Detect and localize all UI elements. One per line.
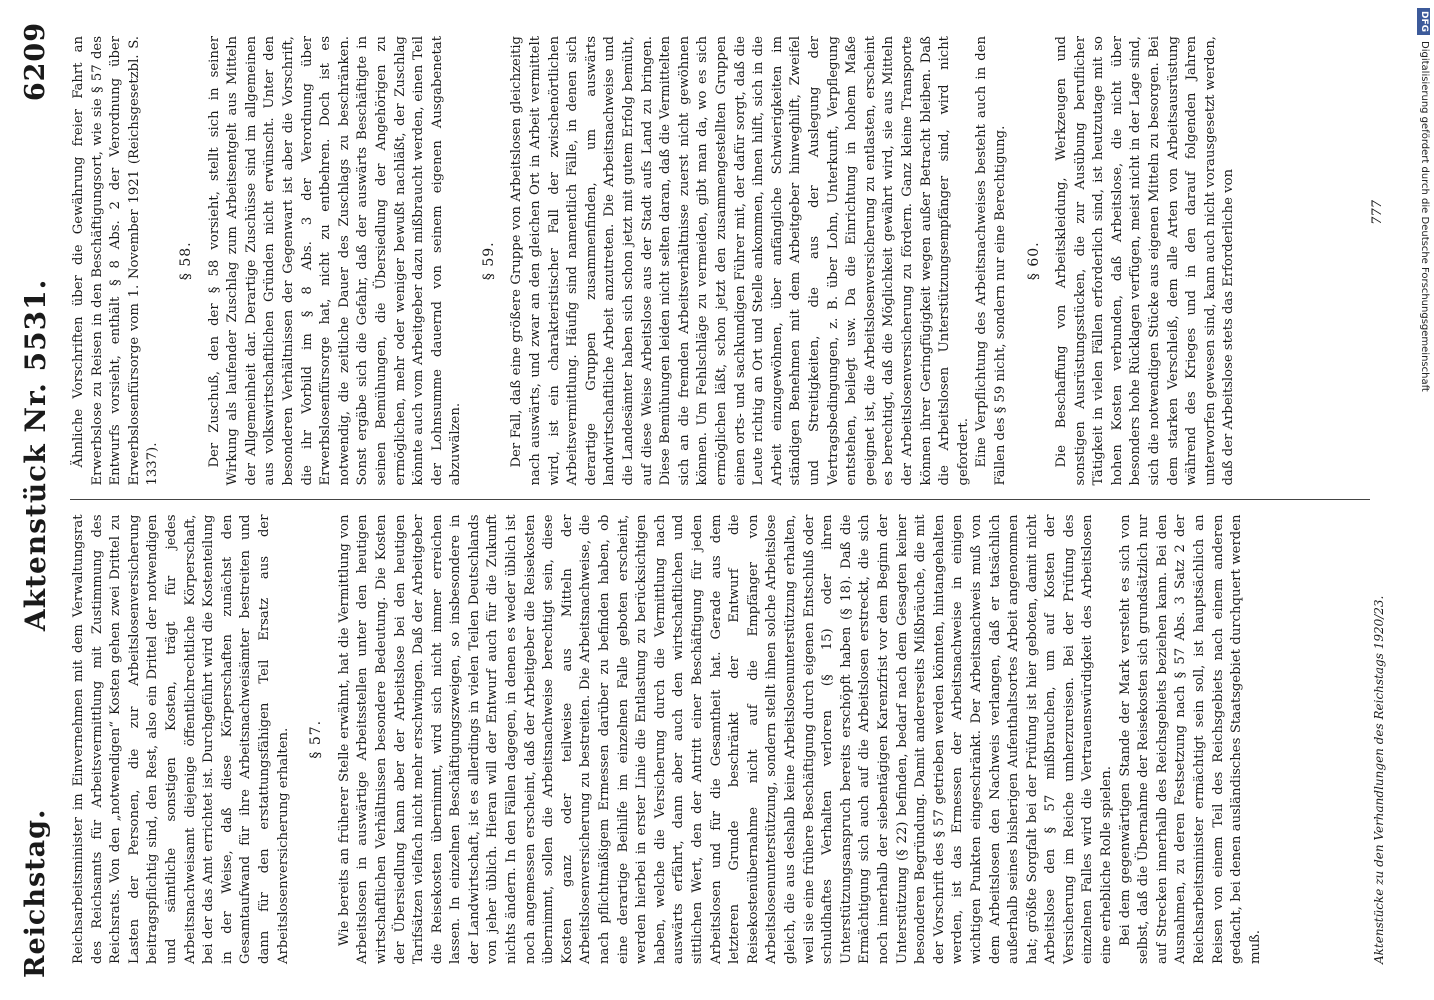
section-heading-58: § 58. [177,241,194,281]
paragraph: Wie bereits an früherer Stelle erwähnt, hat die Vermittlung von Arbeitslosen in auswärtige Arbeitsstellen unter den heutigen wirtschaftlichen Verhältnissen besondere Bedeutung. Die Kosten der Übersiedlung kann aber der Arbeitslose bei den heutigen Tarifsätzen vielfach nicht mehr erschwingen. Daß der Arbeitgeber die Reisekosten übernimmt, wird sich nicht immer erreichen lassen. In einzelnen Beschäftigungszweigen, so insbesondere in der Landwirtschaft, ist es allerdings in vielen Teilen Deutschlands von jeher üblich. Hieran will der Entwurf auch für die Zukunft nichts ändern. In den Fällen dagegen, in denen es weder üblich ist noch angemessen erscheint, daß der Arbeitgeber die Reisekosten übernimmt, sollen die Arbeitsnachweise berechtigt sein, diese Kosten ganz oder teilweise aus Mitteln der Arbeitslosenversicherung zu bestreiten. Die Arbeitsnachweise, die nach pflichtmäßigem Ermessen darüber zu befinden haben, ob eine derartige Beihilfe im einzelnen Falle geboten erscheint, werden hierbei in erster Linie die Entlastung zu berücksichtigen haben, welche die Versicherung durch die Vermittlung nach auswärts erfährt, dann aber auch den wirtschaftlichen und sittlichen Wert, den der Antritt einer Beschäftigung für jeden Arbeitslosen und für die Gesamtheit hat. Gerade aus dem letzteren Grunde beschränkt der Entwurf die Reisekostenübernahme nicht auf die Empfänger von Arbeitslosenunterstützung, sondern stellt ihnen solche Arbeitslose gleich, die aus deshalb keine Arbeitslosenunterstützung erhalten, weil sie eine frühere Beschäftigung durch eigenen Entschluß oder schuldhaftes Verhalten verloren (§ 15) oder ihren Unterstützungsanspruch bereits erschöpft haben (§ 18). Daß die Ermächtigung sich auch auf die Arbeitslosen erstreckt, die sich noch innerhalb der siebentägigen Karenzfrist vor dem Beginn der Unterstützung (§ 22) befinden, bedarf nach dem Gesagten keiner besonderen Begründung. Damit andererseits Mißbräuche, die mit der Vorschrift des § 57 getrieben werden könnten, hintangehalten werden, ist das Ermessen der Arbeitsnachweise in einigen wichtigen Punkten eingeschränkt. Der Arbeitsnachweis muß von dem Arbeitslosen den Nachweis verlangen, daß er tatsächlich außerhalb seines bisherigen Aufenthaltsortes Arbeit angenommen hat; größte Sorgfalt bei der Prüfung ist hier geboten, damit nicht Arbeitslose den § 57 mißbrauchen, um auf Kosten der Versicherung im Reiche umherzureisen. Bei der Prüfung des einzelnen Falles wird die Vertrauenswürdigkeit des Arbeitslosen eine erhebliche Rolle spielen. [336,514,1115,964]
dfg-logo: DFG [1418,8,1431,35]
text-columns [70,22,1370,978]
page-footer: Aktenstücke zu den Verhandlungen des Reichstags 1920/23. [1372,595,1386,964]
section-heading-57: § 57. [308,719,325,759]
bottom-page-number: 777 [1370,200,1385,225]
header-document-number: Aktenstück Nr. 5531. [18,278,52,632]
header-page-number: 6209 [19,22,51,102]
paragraph: Bei dem gegenwärtigen Stande der Mark versteht es sich von selbst, daß die Übernahme der Reisekosten sich grundsätzlich nur auf Strecken innerhalb des Reichsgebiets beziehen kann. Bei den Ausnahmen, zu deren Festsetzung nach § 57 Abs. 3 Satz 2 der Reichsarbeitsminister ermächtigt sein soll, ist hauptsächlich an Reisen von einem Teil des Reichsgebiets nach einem anderen gedacht, bei denen ausländisches Staatsgebiet durchquert werden muß. [1117,514,1263,964]
column-left [70,501,1370,979]
column-divider [70,500,1370,501]
page-header [10,22,60,978]
header-reichstag: Reichstag. [19,808,51,978]
digitization-credit-text-wrap [1416,8,1432,992]
section-heading-59: § 59. [480,241,497,281]
digitization-credit [1418,8,1434,992]
section-heading-60: § 60. [1025,241,1042,281]
paragraph: Der Zuschuß, den der § 58 vorsieht, stellt sich in seiner Wirkung als laufender Zuschlag zum Arbeitsentgelt aus Mitteln der Allgemeinheit dar. Derartige Zuschüsse sind im allgemeinen aus volkswirtschaftlichen Gründen nicht erwünscht. Unter den besonderen Verhältnissen der Gegenwart ist aber die Vorschrift, die ihr Vorbild im § 8 Abs. 3 der Verordnung über Erwerbslosenfürsorge hat, nicht zu entbehren. Doch ist es notwendig, die zeitliche Dauer des Zuschlags zu beschränken. Sonst ergäbe sich die Gefahr, daß der auswärts Beschäftigte in seinen Bemühungen, die Übersiedlung der Angehörigen zu ermöglichen, mehr oder weniger bewußt nachläßt, der Zuschlag könnte auch vom Arbeitgeber dazu mißbraucht werden, einen Teil der Lohnsumme dauernd von seinem eigenen Ausgabenetat abzuwälzen. [206,36,464,486]
paragraph: Eine Verpflichtung des Arbeitsnachweises besteht auch in den Fällen des § 59 nicht, sondern nur eine Berechtigung. [974,36,1008,486]
digitization-credit-text: Digitalisierung gefördert durch die Deutsche Forschungsgemeinschaft [1419,41,1430,392]
paragraph: Der Fall, daß eine größere Gruppe von Arbeitslosen gleichzeitig nach auswärts, und zwar an den gleichen Ort in Arbeit vermittelt wird, ist ein charakteristischer Fall der zwischenörtlichen Arbeitsvermittlung. Häufig sind namentlich Fälle, in denen sich derartige Gruppen zusammenfinden, um auswärts landwirtschaftliche Arbeit anzutreten. Die Arbeitsnachweise und die Landesämter haben sich schon jetzt mit gutem Erfolg bemüht, auf diese Weise Arbeitslose aus der Stadt aufs Land zu bringen. Diese Bemühungen leiden nicht selten daran, daß die Vermittelten sich an die fremden Arbeitsverhältnisse zuerst nicht gewöhnen können. Um Fehlschläge zu vermeiden, gibt man da, wo es sich ermöglichen läßt, schon jetzt den zusammengestellten Gruppen einen orts- und sachkundigen Führer mit, der dafür sorgt, daß die Leute richtig an Ort und Stelle ankommen, ihnen hilft, sich in die Arbeit einzugewöhnen, über anfängliche Schwierigkeiten im ständigen Benehmen mit dem Arbeitgeber hinweghilft, Zweifel und Streitigkeiten, die aus der Auslegung der Vertragsbedingungen, z. B. über Lohn, Unterkunft, Verpflegung entstehen, beilegt usw. Da die Einrichtung in hohem Maße geeignet ist, die Arbeitslosenversicherung zu entlasten, erscheint es berechtigt, daß die Möglichkeit gewährt wird, sie aus Mitteln der Arbeitslosenversicherung zu fördern. Ganz kleine Transporte können ihrer Geringfügigkeit wegen außer Betracht bleiben. Daß die Arbeitslosen Unterstützungsempfänger sind, wird nicht gefordert. [509,36,971,486]
paragraph: Reichsarbeitsminister im Einvernehmen mit dem Verwaltungsrat des Reichsamts für Arbeitsvermittlung mit Zustimmung des Reichsrats. Von den „notwendigen“ Kosten gehen zwei Drittel zu Lasten der Personen, die zur Arbeitslosenversicherung beitragspflichtig sind, den Rest, also ein Drittel der notwendigen und sämtliche sonstigen Kosten, trägt für jedes Arbeitsnachweisamt diejenige öffentlichrechtliche Körperschaft, bei der das Amt errichtet ist. Durchgeführt wird die Kostenteilung in der Weise, daß diese Körperschaften zunächst den Gesamtaufwand für ihre Arbeitsnachweisämter bestreiten und dann für den erstattungsfähigen Teil Ersatz aus der Arbeitslosenversicherung erhalten. [71,514,291,964]
column-right [70,22,1370,500]
paragraph: Die Beschaffung von Arbeitskleidung, Werkzeugen und sonstigen Ausrüstungsstücken, die zur Ausübung beruflicher Tätigkeit in vielen Fällen erforderlich sind, ist heutzutage mit so hohen Kosten verbunden, daß Arbeitslose, die nicht über besonders hohe Rücklagen verfügen, meist nicht in der Lage sind, sich die notwendigen Stücke aus eigenen Mitteln zu besorgen. Bei dem starken Verschleiß, dem alle Arten von Arbeitsausrüstung während des Krieges und in den darauf folgenden Jahren unterworfen gewesen sind, kann auch nicht vorausgesetzt werden, daß der Arbeitslose stets das Erforderliche von [1054,36,1237,486]
paragraph: Ähnliche Vorschriften über die Gewährung freier Fahrt an Erwerbslose zu Reisen in den Beschäftigungsort, wie sie § 57 des Entwurfs vorsieht, enthält § 8 Abs. 2 der Verordnung über Erwerbslosenfürsorge vom 1. November 1921 (Reichsgesetzbl. S. 1337). [71,36,161,486]
